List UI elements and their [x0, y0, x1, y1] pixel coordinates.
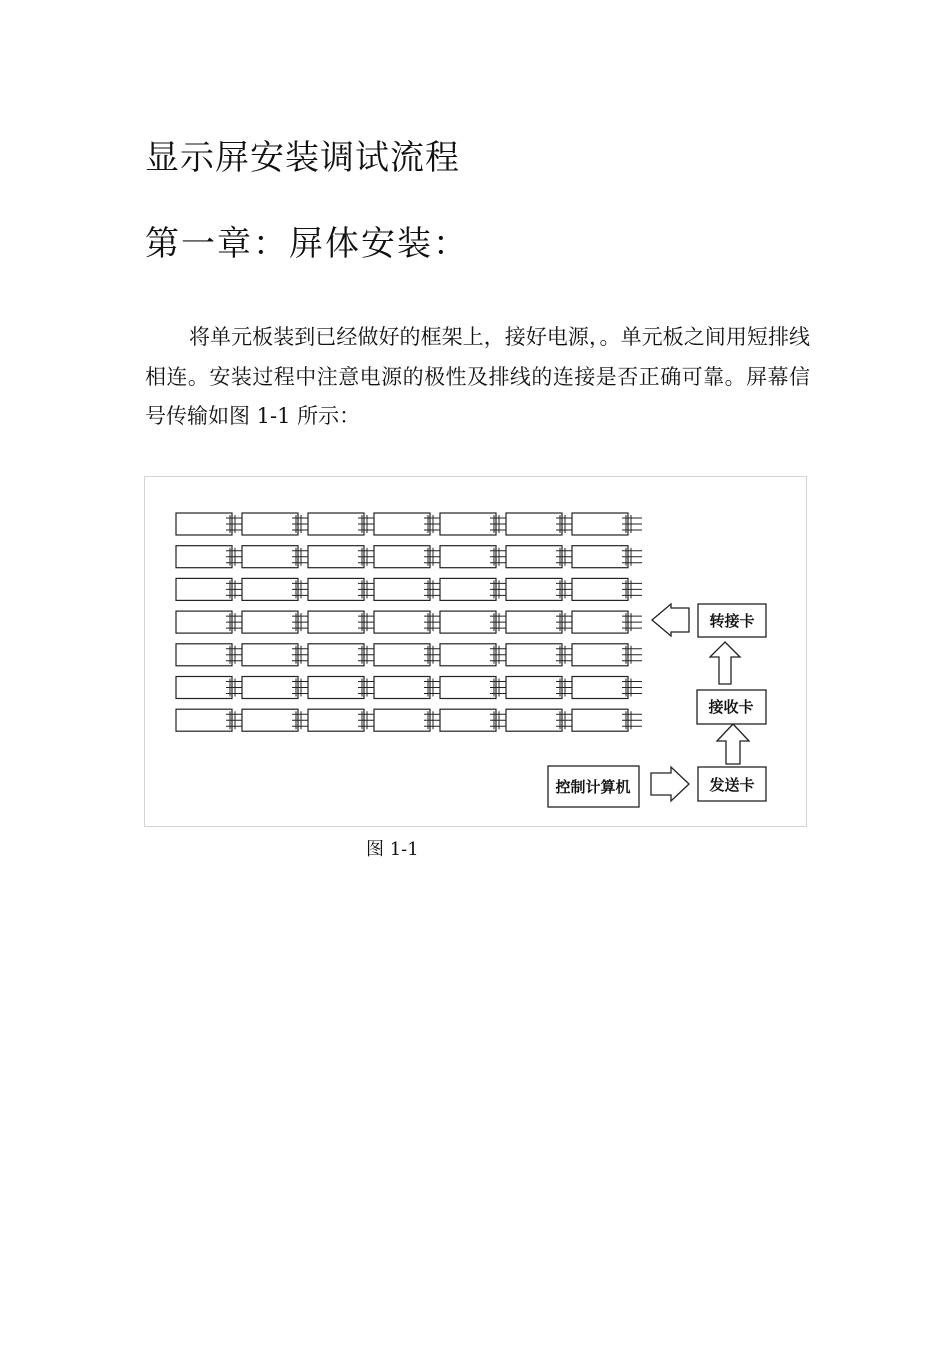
unit-board [242, 611, 298, 633]
unit-board [440, 578, 496, 600]
arrow-up-sender-to-receiver [717, 724, 749, 764]
unit-board [374, 513, 430, 535]
unit-board-grid [176, 513, 642, 731]
unit-board [242, 644, 298, 666]
unit-board [374, 578, 430, 600]
arrow-right-computer-to-sender [651, 767, 689, 801]
unit-board [440, 546, 496, 568]
unit-board [176, 644, 232, 666]
unit-board [572, 513, 628, 535]
unit-board [374, 611, 430, 633]
transfer-card-label: 转接卡 [709, 612, 755, 630]
unit-board [572, 644, 628, 666]
unit-board [176, 611, 232, 633]
figure-caption: 图 1-1 [366, 839, 419, 860]
arrow-up-receiver-to-transfer [710, 642, 740, 684]
unit-board [440, 677, 496, 699]
ribbon-connector [622, 580, 642, 598]
chapter-heading: 第一章：屏体安装： [145, 224, 469, 264]
unit-board [440, 644, 496, 666]
unit-board [242, 513, 298, 535]
unit-board [242, 546, 298, 568]
unit-board [308, 709, 364, 731]
unit-board [176, 677, 232, 699]
signal-diagram [1, 1, 950, 1345]
ribbon-connector [622, 711, 642, 729]
unit-board [506, 677, 562, 699]
unit-board [308, 513, 364, 535]
unit-board [572, 546, 628, 568]
unit-board [374, 644, 430, 666]
unit-board [242, 578, 298, 600]
unit-board [308, 611, 364, 633]
ribbon-connector [622, 515, 642, 533]
unit-board [176, 513, 232, 535]
unit-board [308, 644, 364, 666]
unit-board [572, 611, 628, 633]
unit-board [374, 677, 430, 699]
unit-board [572, 709, 628, 731]
unit-board [176, 578, 232, 600]
ribbon-connector [622, 646, 642, 664]
unit-board [506, 709, 562, 731]
unit-board [374, 709, 430, 731]
unit-board [506, 513, 562, 535]
unit-board [176, 546, 232, 568]
sender-card-label: 发送卡 [709, 776, 755, 794]
body-paragraph: 将单元板装到已经做好的框架上，接好电源，。单元板之间用短排线相连。安装过程中注意电源的极性及排线的连接是否正确可靠。屏幕信号传输如图 1-1 所示： [145, 325, 810, 428]
unit-board [242, 677, 298, 699]
unit-board [308, 677, 364, 699]
unit-board [242, 709, 298, 731]
unit-board [176, 709, 232, 731]
unit-board [506, 578, 562, 600]
ribbon-connector [622, 613, 642, 631]
unit-board [572, 578, 628, 600]
unit-board [440, 709, 496, 731]
unit-board [572, 677, 628, 699]
unit-board [506, 644, 562, 666]
unit-board [506, 611, 562, 633]
ribbon-connector [622, 679, 642, 697]
unit-board [440, 611, 496, 633]
document-title: 显示屏安装调试流程 [145, 138, 460, 178]
figure-1-1 [144, 476, 807, 827]
receiver-card-label: 接收卡 [708, 698, 754, 716]
unit-board [308, 546, 364, 568]
unit-board [308, 578, 364, 600]
unit-board [506, 546, 562, 568]
arrow-left-to-screen [652, 604, 689, 636]
unit-board [440, 513, 496, 535]
unit-board [374, 546, 430, 568]
ribbon-connector [622, 548, 642, 566]
control-computer-label: 控制计算机 [555, 778, 631, 796]
